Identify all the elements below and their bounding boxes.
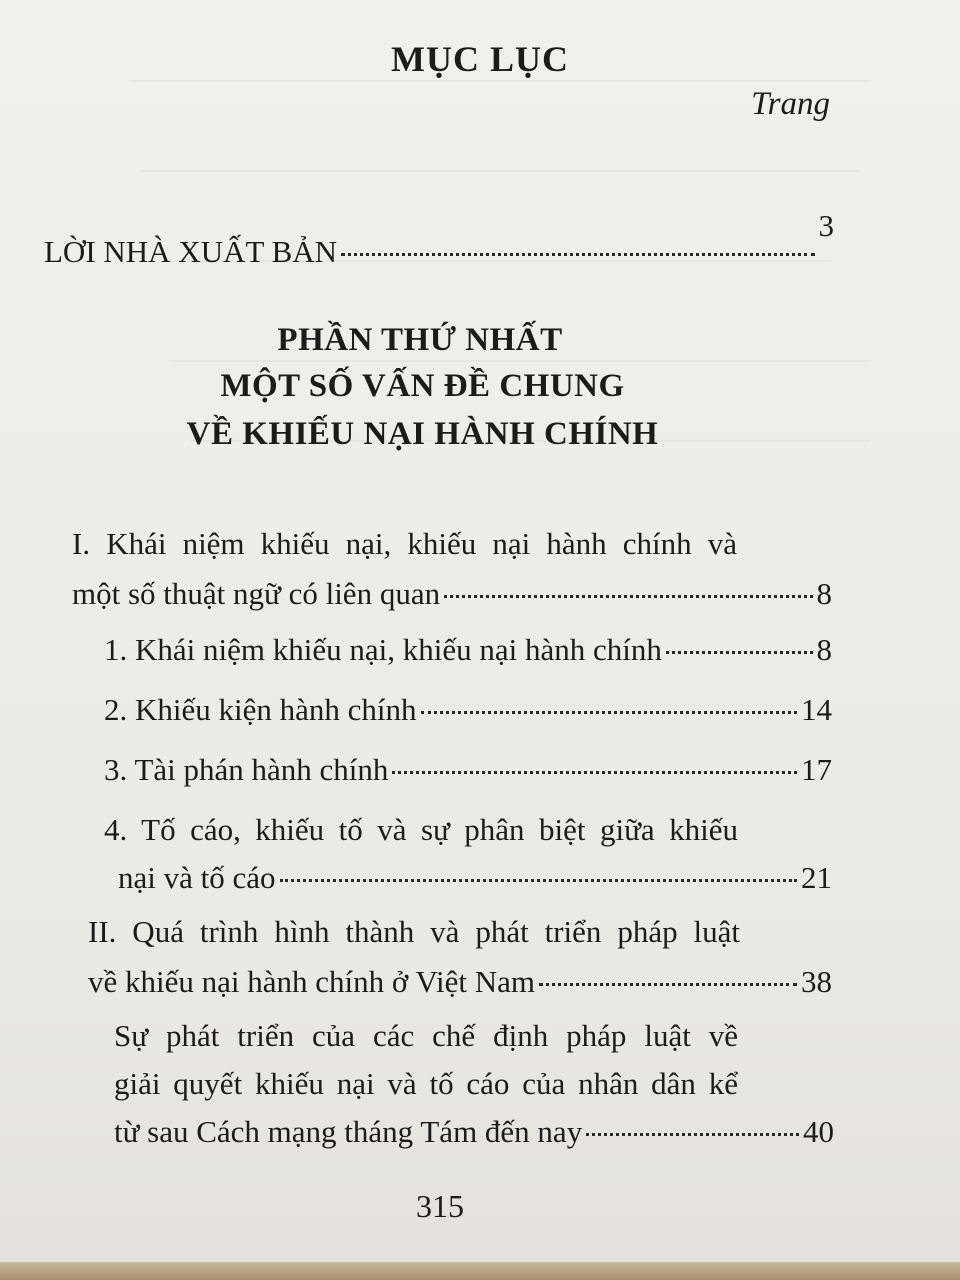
toc-page-number: 21 (801, 860, 832, 895)
toc-entry-text: về khiếu nại hành chính ở Việt Nam (88, 964, 535, 999)
dot-leader (666, 651, 813, 654)
toc-entry-line: 4. Tố cáo, khiếu tố và sự phân biệt giữa khiếu (104, 812, 738, 847)
toc-entry-preface (44, 208, 834, 274)
dot-leader (280, 879, 797, 882)
part-heading-line-2: MỘT SỐ VẤN ĐỀ CHUNG (220, 368, 625, 404)
toc-entry-line: II. Quá trình hình thành và phát triển pháp luật (88, 914, 740, 949)
desk-surface (0, 1262, 960, 1280)
dot-leader (539, 983, 797, 986)
toc-page-number: 3 (818, 208, 834, 243)
toc-entry-line: Sự phát triển của các chế định pháp luật về (114, 1018, 738, 1053)
toc-entry-text: 2. Khiếu kiện hành chính (104, 692, 417, 727)
toc-entry-text: 1. Khái niệm khiếu nại, khiếu nại hành chính (104, 632, 662, 667)
dot-leader (392, 771, 797, 774)
toc-page-number: 8 (816, 576, 832, 611)
toc-entry-line: I. Khái niệm khiếu nại, khiếu nại hành chính và (72, 526, 737, 561)
toc-entry-section-2 (88, 910, 832, 1004)
toc-entry-1-3 (104, 748, 832, 792)
page-title: MỤC LỤC (391, 39, 569, 79)
toc-entry-1-4 (104, 808, 832, 900)
dot-leader (444, 595, 812, 598)
toc-entry-text: LỜI NHÀ XUẤT BẢN (44, 234, 338, 269)
toc-entry-text: từ sau Cách mạng tháng Tám đến nay (114, 1114, 583, 1149)
page-column-label: Trang (751, 86, 830, 122)
toc-entry-text: nại và tố cáo (118, 860, 276, 895)
toc-page-number: 8 (816, 632, 832, 667)
toc-entry-line: giải quyết khiếu nại và tố cáo của nhân dân kể (114, 1066, 738, 1101)
toc-page-number: 38 (801, 964, 832, 999)
toc-page-number: 17 (801, 752, 832, 787)
dot-leader (586, 1133, 799, 1136)
toc-entry-text: một số thuật ngữ có liên quan (72, 576, 441, 611)
dot-leader (341, 253, 814, 256)
toc-entry-text: 3. Tài phán hành chính (104, 752, 389, 787)
dot-leader (421, 711, 797, 714)
part-heading-line-3: VỀ KHIẾU NẠI HÀNH CHÍNH (186, 416, 659, 452)
toc-page-number: 14 (801, 692, 832, 727)
part-heading-line-1: PHẦN THỨ NHẤT (277, 322, 563, 358)
toc-page-number: 40 (803, 1114, 834, 1149)
toc-entry-section-1 (72, 522, 832, 616)
page-footer-number: 315 (416, 1188, 464, 1224)
toc-entry-2-sub (114, 1014, 834, 1154)
toc-entry-1-1 (104, 628, 832, 672)
toc-entry-1-2 (104, 688, 832, 732)
